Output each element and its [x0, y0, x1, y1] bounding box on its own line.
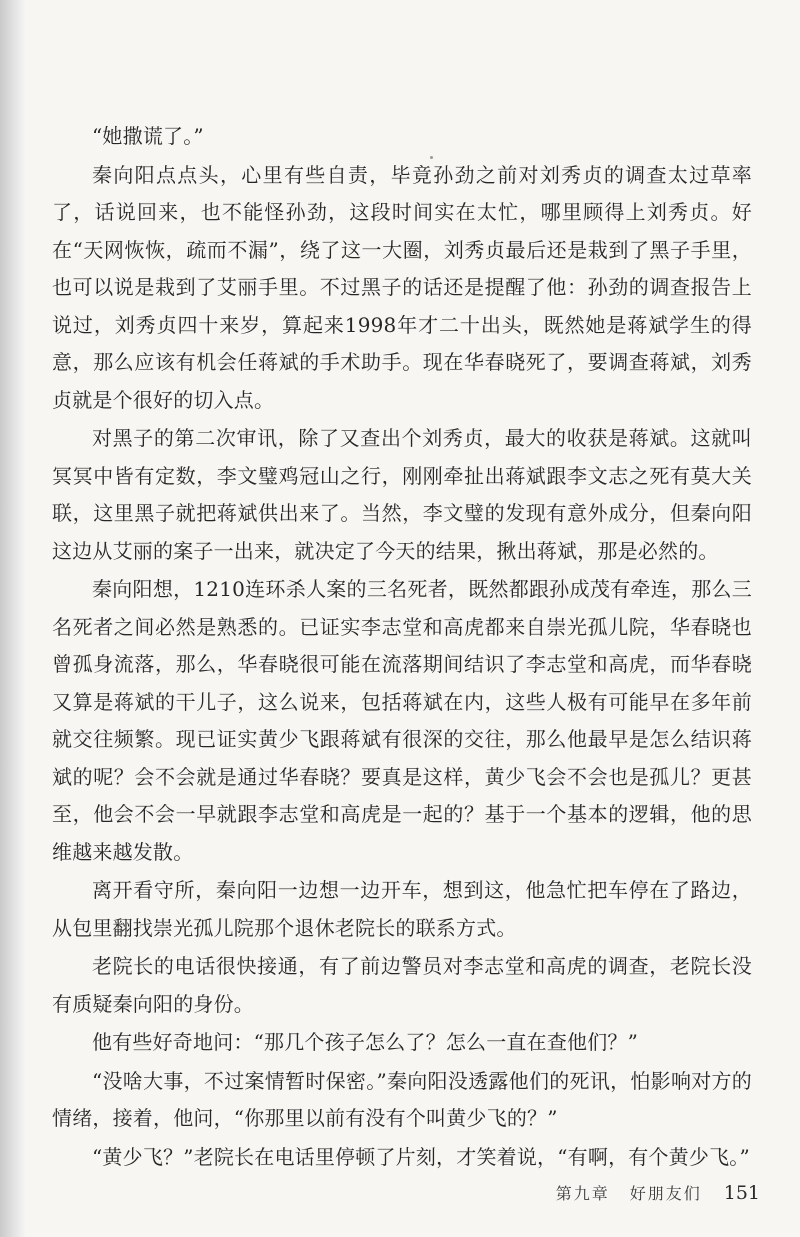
paragraph-7: 他有些好奇地问：“那几个孩子怎么了？怎么一直在查他们？” — [92, 1030, 639, 1054]
paragraph-2: 秦向阳点点头，心里有些自责，毕竟孙劲之前对刘秀贞的调查太过草率了，话说回来，也不能怪孙劲，这段时间实在太忙，哪里顾得上刘秀贞。好在“天网恢恢，疏而不漏”，绕了这一大圈，刘秀贞最后还是栽到了黑子手里，也可以说是栽到了艾丽手里。不过黑子的话还是提醒了他：孙劲的调查报告上说过，刘秀贞四十来岁，算起来1998年才二十出头，既然她是蒋斌学生的得意，那么应该有机会任蒋斌的手术助手。现在华春晓死了，要调查蒋斌，刘秀贞就是个很好的切入点。 — [52, 162, 752, 412]
paragraph-9: “黄少飞？”老院长在电话里停顿了片刻，才笑着说，“有啊，有个黄少飞。” — [92, 1144, 750, 1169]
paragraph-6: 老院长的电话很快接通，有了前边警员对李志堂和高虎的调查，老院长没有质疑秦向阳的身份。 — [52, 954, 752, 1016]
paragraph-1: “她撒谎了。” — [92, 124, 204, 148]
page-footer — [556, 1181, 760, 1204]
page-number: 151 — [723, 1182, 760, 1204]
section-title: 好朋友们 — [629, 1184, 702, 1203]
body-text — [52, 118, 752, 1176]
paragraph-4: 秦向阳想，1210连环杀人案的三名死者，既然都跟孙成茂有牵连，那么三名死者之间必然是熟悉的。已证实李志堂和高虎都来自崇光孤儿院，华春晓也曾孤身流落，那么，华春晓很可能在流落期间结识了李志堂和高虎，而华春晓又算是蒋斌的干儿子，这么说来，包括蒋斌在内，这些人极有可能早在多年前就交往频繁。现已证实黄少飞跟蒋斌有很深的交往，那么他最早是怎么结识蒋斌的呢？会不会就是通过华春晓？要真是这样，黄少飞会不会也是孤儿？更甚至，他会不会一早就跟李志堂和高虎是一起的？基于一个基本的逻辑，他的思维越来越发散。 — [52, 577, 752, 864]
paragraph-3: 对黑子的第二次审讯，除了又查出个刘秀贞，最大的收获是蒋斌。这就叫冥冥中皆有定数，李文璧鸡冠山之行，刚刚牵扯出蒋斌跟李文志之死有莫大关联，这里黑子就把蒋斌供出来了。当然，李文璧的发现有意外成分，但秦向阳这边从艾丽的案子一出来，就决定了今天的结果，揪出蒋斌，那是必然的。 — [52, 426, 752, 563]
paragraph-5: 离开看守所，秦向阳一边想一边开车，想到这，他急忙把车停在了路边，从包里翻找崇光孤儿院那个退休老院长的联系方式。 — [52, 878, 752, 940]
paragraph-8: “没啥大事，不过案情暂时保密。”秦向阳没透露他们的死讯，怕影响对方的情绪，接着，他问，“你那里以前有没有个叫黄少飞的？” — [52, 1068, 752, 1130]
chapter-label: 第九章 — [555, 1184, 610, 1203]
book-gutter-shadow — [0, 0, 26, 1237]
